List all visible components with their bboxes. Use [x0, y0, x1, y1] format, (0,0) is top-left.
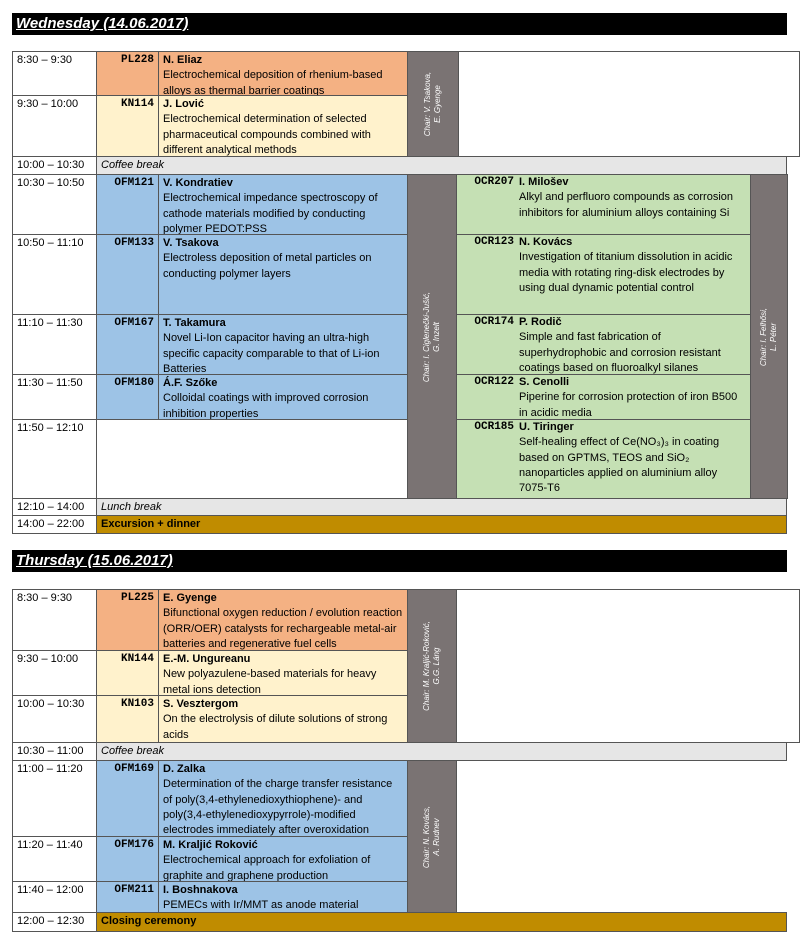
speaker-name: Á.F. Szőke [163, 377, 218, 389]
chair-line: E. Gyenge [433, 85, 442, 123]
talk-entry [158, 51, 408, 96]
speaker-name: M. Kraljić Roković [163, 839, 258, 851]
chair-line: G.G. Láng [432, 647, 441, 685]
chair-line: Chair: I. Ciglenečki-Jušić, [422, 291, 431, 382]
talk-entry [158, 881, 408, 913]
talk-title: Colloidal coatings with improved corrosion inhibition properties [163, 392, 369, 420]
talk-title: Electrochemical impedance spectroscopy of cathode materials modified by conducting polymer PEDOT:PSS [163, 192, 378, 235]
talk-entry [515, 234, 751, 315]
speaker-name: N. Kovács [519, 236, 573, 248]
time-cell: 10:30 – 10:50 [12, 174, 97, 235]
session-chair [407, 760, 457, 913]
talk-entry [515, 314, 751, 375]
wednesday-header: Wednesday (14.06.2017) [12, 13, 787, 35]
talk-entry [158, 589, 408, 651]
talk-code: OFM167 [96, 314, 159, 375]
talk-code: KN144 [96, 650, 159, 696]
speaker-name: V. Kondratiev [163, 177, 233, 189]
talk-title: On the electrolysis of dilute solutions of strong acids [163, 713, 388, 741]
talk-title: Alkyl and perfluoro compounds as corrosion inhibitors for aluminium alloys containing Si [519, 191, 734, 219]
coffee-break: Coffee break [96, 156, 787, 175]
time-cell: 10:00 – 10:30 [12, 695, 97, 743]
speaker-name: S. Vesztergom [163, 698, 239, 710]
time-cell: 12:00 – 12:30 [12, 912, 97, 932]
talk-code: OFM211 [96, 881, 159, 913]
empty-cell [456, 589, 800, 743]
speaker-name: J. Lović [163, 98, 204, 110]
time-cell: 10:00 – 10:30 [12, 156, 97, 175]
speaker-name: U. Tiringer [519, 421, 574, 433]
talk-code: OCR123 [474, 236, 514, 248]
talk-code: OFM169 [96, 760, 159, 837]
talk-title: Novel Li-Ion capacitor having an ultra-high specific capacity comparable to that of Li-ion Batteries [163, 332, 380, 375]
talk-entry [158, 95, 408, 157]
time-cell: 11:40 – 12:00 [12, 881, 97, 913]
time-cell: 12:10 – 14:00 [12, 498, 97, 516]
talk-title: Piperine for corrosion protection of iron B500 in acidic media [519, 391, 738, 419]
talk-title: PEMECs with Ir/MMT as anode material [163, 899, 359, 912]
time-cell: 11:10 – 11:30 [12, 314, 97, 375]
speaker-name: D. Zalka [163, 763, 206, 775]
session-chair [750, 174, 788, 499]
talk-code: OFM180 [96, 374, 159, 420]
talk-entry [158, 695, 408, 743]
time-cell: 10:30 – 11:00 [12, 742, 97, 761]
talk-entry [158, 836, 408, 882]
talk-entry [515, 374, 751, 420]
talk-title: Electrochemical approach for exfoliation of graphite and graphene production [163, 854, 371, 882]
closing-ceremony-row: Closing ceremony [96, 912, 787, 932]
talk-code: PL228 [96, 51, 159, 96]
time-cell: 11:50 – 12:10 [12, 419, 97, 499]
speaker-name: I. Boshnakova [163, 884, 238, 896]
talk-entry [158, 174, 408, 235]
time-cell: 8:30 – 9:30 [12, 51, 97, 96]
talk-code: OFM176 [96, 836, 159, 882]
talk-code: OCR122 [474, 376, 514, 388]
talk-title: Electrochemical determination of selected pharmaceutical compounds combined with different analytical methods [163, 113, 371, 156]
talk-title: Investigation of titanium dissolution in acidic media with rotating ring-disk electrodes by using dual dynamic potential control [519, 251, 733, 294]
time-cell: 10:50 – 11:10 [12, 234, 97, 315]
chair-line: A. Rudnev [432, 817, 441, 856]
talk-code: OCR207 [474, 176, 514, 188]
time-cell: 14:00 – 22:00 [12, 515, 97, 534]
time-cell: 8:30 – 9:30 [12, 589, 97, 651]
speaker-name: T. Takamura [163, 317, 226, 329]
thursday-header: Thursday (15.06.2017) [12, 550, 787, 572]
speaker-name: I. Milošev [519, 176, 569, 188]
empty-cell [458, 51, 800, 157]
chair-line: Chair: I. Felhősi, [759, 307, 768, 366]
talk-code: OCR174 [474, 316, 514, 328]
talk-title: Self-healing effect of Ce(NO₃)₃ in coating based on GPTMS, TEOS and SiO₂ nanoparticles applied on aluminium alloy 7075-T6 [519, 436, 720, 495]
talk-title: Electrochemical deposition of rhenium-based alloys as thermal barrier coatings [163, 69, 383, 96]
talk-entry [158, 234, 408, 315]
talk-code: KN114 [96, 95, 159, 157]
speaker-name: E. Gyenge [163, 592, 217, 604]
excursion-row: Excursion + dinner [96, 515, 787, 534]
talk-entry [515, 419, 751, 499]
chair-line: Chair: M. Kraljić-Roković, [422, 621, 431, 711]
talk-code: KN103 [96, 695, 159, 743]
talk-code: OCR185 [474, 421, 514, 433]
chair-line: Chair: V. Tsakova, [423, 71, 432, 137]
talk-entry [158, 314, 408, 375]
empty-cell [96, 419, 408, 499]
time-cell: 11:20 – 11:40 [12, 836, 97, 882]
talk-entry [158, 374, 408, 420]
talk-entry [158, 650, 408, 696]
time-cell: 11:00 – 11:20 [12, 760, 97, 837]
lunch-break: Lunch break [96, 498, 787, 516]
talk-code: OFM121 [96, 174, 159, 235]
chair-line: G. Inzelt [432, 321, 441, 352]
talk-title: New polyazulene-based materials for heavy metal ions detection [163, 668, 377, 696]
coffee-break: Coffee break [96, 742, 787, 761]
time-cell: 9:30 – 10:00 [12, 650, 97, 696]
talk-title: Bifunctional oxygen reduction / evolution reaction (ORR/OER) catalysts for rechargeable metal-air batteries and regenerative fuel cells [163, 607, 403, 650]
talk-code: OFM133 [96, 234, 159, 315]
session-chair [407, 589, 457, 743]
time-cell: 11:30 – 11:50 [12, 374, 97, 420]
chair-line: Chair: N. Kovács, [422, 805, 431, 868]
speaker-name: S. Cenolli [519, 376, 570, 388]
talk-entry [515, 174, 751, 235]
speaker-name: N. Eliaz [163, 54, 203, 66]
talk-entry [158, 760, 408, 837]
talk-title: Determination of the charge transfer resistance of poly(3,4-ethylenedioxythiophene)- and poly(3,4-ethylenedioxypyrrole)-modified electrodes immediately after overoxidation [163, 778, 393, 837]
speaker-name: V. Tsakova [163, 237, 219, 249]
chair-line: L. Péter [769, 322, 778, 351]
speaker-name: E.-M. Ungureanu [163, 653, 251, 665]
time-cell: 9:30 – 10:00 [12, 95, 97, 157]
speaker-name: P. Rodič [519, 316, 562, 328]
talk-title: Electroless deposition of metal particles on conducting polymer layers [163, 252, 372, 280]
talk-title: Simple and fast fabrication of superhydrophobic and corrosion resistant coatings based on fluoroalkyl silanes [519, 331, 721, 374]
talk-code: PL225 [96, 589, 159, 651]
session-chair [407, 51, 459, 157]
session-chair [407, 174, 457, 499]
